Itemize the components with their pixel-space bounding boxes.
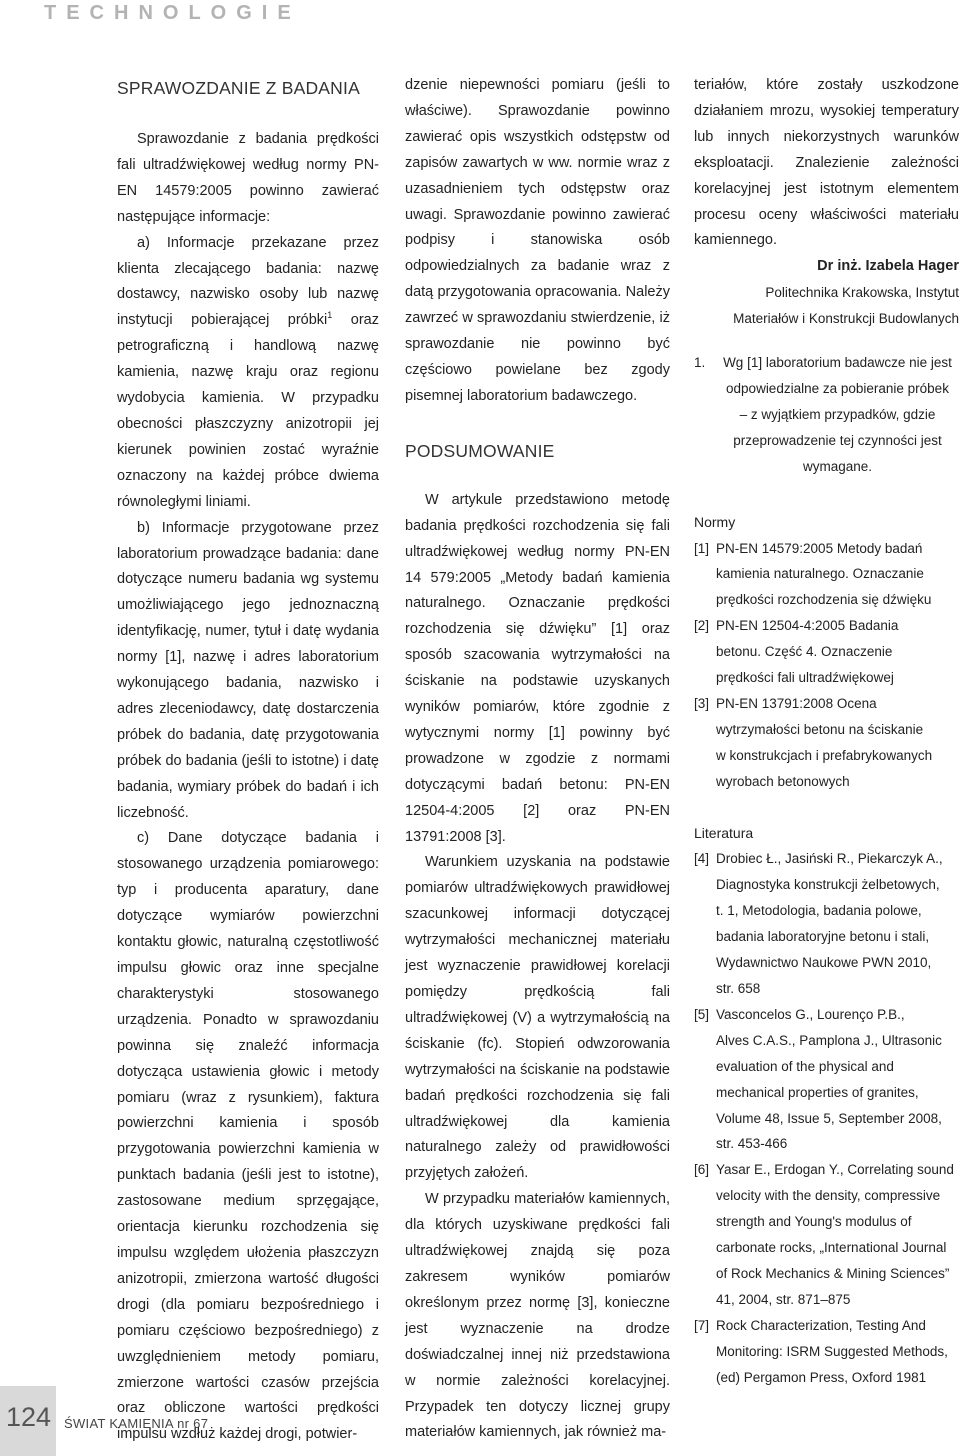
text-run: a) Informacje przekazane przez klienta zlecającego badania: nazwę dostawcy, nazwisko osoby lub nazwę instytucji pobierającej próbki (117, 234, 379, 329)
reference-text (716, 1002, 959, 1157)
reference-line: Rock Characterization, Testing And (716, 1317, 926, 1333)
reference-item (694, 613, 959, 691)
reference-text (716, 1313, 959, 1391)
reference-text (716, 691, 959, 795)
page-number: 124 (6, 1402, 52, 1432)
footnote (694, 350, 959, 480)
reference-line: Diagnostyka konstrukcji żelbetowych, (716, 877, 940, 893)
reference-item (694, 1313, 959, 1391)
paragraph: Sprawozdanie z badania prędkości fali ultradźwiękowej według normy PN-EN 14579:2005 powinno zawierać następujące informacje: (117, 131, 379, 225)
reference-text (716, 613, 959, 691)
reference-line: 41, 2004, str. 871–875 (716, 1291, 851, 1307)
reference-number: [5] (694, 1006, 710, 1022)
reference-line: betonu. Część 4. Oznaczenie (716, 644, 893, 660)
reference-line: Yasar E., Erdogan Y., Correlating sound (716, 1162, 954, 1178)
reference-line: Monitoring: ISRM Suggested Methods, (716, 1343, 948, 1359)
reference-number: [3] (694, 695, 710, 711)
footnote-line: odpowiedzialne za pobieranie próbek (726, 380, 949, 396)
reference-line: PN-EN 12504-4:2005 Badania (716, 618, 899, 634)
reference-line: Wydawnictwo Naukowe PWN 2010, (716, 955, 932, 971)
reference-text (716, 846, 959, 1001)
paragraph: b) Informacje przygotowane przez laboratorium prowadzące badania: dane dotyczące numeru badania wg systemu umożliwiającego jego jednoznaczną identyfikację, numer, tytuł i datę wydania normy [1], nazwę i adres laboratorium wykonującego badania, nazwisko i adres zleceniodawcy, datę dostarczenia próbek do badania, datę przygotowania próbek do badania (jeśli to istotne) i datę badania, wymiary próbek do badań i ich liczebność. (117, 519, 379, 821)
reference-number: [2] (694, 618, 710, 634)
reference-line: carbonate rocks, „International Journal (716, 1240, 947, 1256)
footnote-line: wymagane. (802, 458, 873, 474)
section-tag: TECHNOLOGIE (44, 2, 301, 24)
reference-number: [6] (694, 1162, 710, 1178)
reference-line: Vasconcelos G., Lourenço P.B., (716, 1006, 905, 1022)
heading-sprawozdanie: SPRAWOZDANIE Z BADANIA (117, 78, 360, 98)
reference-number: [7] (694, 1317, 710, 1333)
reference-line: str. 453-466 (716, 1136, 788, 1152)
reference-line: w konstrukcjach i prefabrykowanych (716, 747, 933, 763)
reference-line: prędkości fali ultradźwiękowej (716, 670, 894, 686)
paragraph: W przypadku materiałów kamiennych, dla których uzyskiwane prędkości fali ultradźwiękowej znajdą się poza zakresem wyników pomiarów określonym przez normę [3], konieczne jest wyznaczenie na drodze doświadczalnej innej niż przedstawiona w normie zależności korelacyjnej. Przypadek ten dotyczy licznej grupy materiałów kamiennych, jak również ma- (405, 1191, 670, 1441)
reference-line: strength and Young's modulus of (716, 1214, 912, 1230)
reference-line: of Rock Mechanics & Mining Sciences” (716, 1265, 950, 1281)
reference-item (694, 846, 959, 1001)
column-3 (694, 73, 959, 1391)
footnote-line: – z wyjątkiem przypadków, gdzie (739, 406, 936, 422)
heading-podsumowanie: PODSUMOWANIE (405, 440, 555, 461)
reference-line: kamienia naturalnego. Oznaczanie (716, 566, 924, 582)
reference-line: prędkości rozchodzenia się dźwięku (716, 592, 932, 608)
norms-heading: Normy (694, 513, 736, 530)
reference-text (716, 1157, 959, 1312)
page-footer (0, 1386, 960, 1456)
author-name (694, 254, 959, 280)
footnote-ref: 1 (327, 310, 333, 321)
footnote-line: przeprowadzenie tej czynności jest (733, 432, 942, 448)
reference-line: wyrobach betonowych (716, 773, 850, 789)
affiliation-line: Materiałów i Konstrukcji Budowlanych (733, 311, 959, 327)
reference-line: badania laboratoryjne betonu i stali, (716, 929, 930, 945)
paragraph: c) Dane dotyczące badania i stosowanego urządzenia pomiarowego: typ i producenta aparatury, dane dotyczące wymiarów powierzchni kontaktu głowic, naturalną częstotliwość impulsu głowic oraz inne specjalne charakterystyki stosowanego urządzenia. Ponadto w sprawozdaniu powinna się znaleźć informacja dotycząca ustawienia głowic i metody pomiaru (wraz z rysunkiem), faktura powierzchni kamienia i sposób przygotowania powierzchni kamienia w punktach badania (jeśli jest to istotne), zastosowane medium sprzęgające, orientacja kierunku rozchodzenia się impulsu względem ułożenia płaszczyzn anizotropii, zmierzona wartość długości drogi (dla pomiaru bezpośredniego i pomiaru częściowo bezpośredniego) z uwzględnieniem metody pomiaru, zmierzone wartości czasów przejścia oraz obliczone wartości prędkości impulsu wzdłuż każdej drogi, potwier- (117, 830, 379, 1443)
reference-line: PN-EN 13791:2008 Ocena (716, 695, 877, 711)
reference-line: velocity with the density, compressive (716, 1188, 941, 1204)
column-2 (405, 73, 670, 1446)
magazine-name: ŚWIAT KAMIENIA nr 67 (64, 1416, 209, 1431)
reference-line: Volume 48, Issue 5, September 2008, (716, 1110, 942, 1126)
reference-line: PN-EN 14579:2005 Metody badań (716, 540, 923, 556)
author-affiliation (694, 280, 959, 332)
reference-line: str. 658 (716, 981, 761, 996)
reference-line: t. 1, Metodologia, badania polowe, (716, 903, 922, 919)
paragraph: dzenie niepewności pomiaru (jeśli to właściwe). Sprawozdanie powinno zawierać opis wszystkich odstępstw od zapisów zawartych w ww. normie wraz z uzasadnieniem tych odstępstw oraz uwagi. Sprawozdanie powinno zawierać podpisy i stanowiska osób odpowiedzialnych za badanie wraz z datą przygotowania opracowania. Należy zawrzeć w sprawozdaniu stwierdzenie, iż sprawozdanie nie powinno być częściowo powielane bez zgody pisemnej laboratorium badawczego. (405, 77, 670, 404)
reference-number: [4] (694, 851, 710, 867)
reference-line: wytrzymałości betonu na ściskanie (716, 721, 924, 737)
affiliation-line: Politechnika Krakowska, Instytut (765, 285, 959, 301)
reference-line: Drobiec Ł., Jasiński R., Piekarczyk A., (716, 851, 943, 867)
paragraph: Warunkiem uzyskania na podstawie pomiarów ultradźwiękowych prawidłowej szacunkowej informacji dotyczącej wytrzymałości mechanicznej materiału jest wyznaczenie prawidłowej korelacji pomiędzy prędkością fali ultradźwiękowej (V) a wytrzymałością na ściskanie (fc). Stopień odwzorowania wytrzymałości na ściskanie na podstawie badań prędkości rozchodzenia się fali ultradźwiękowej dla kamienia naturalnego zależy od prawidłowości przyjętych założeń. (405, 854, 670, 1182)
paragraph (117, 231, 379, 516)
paragraph: W artykule przedstawiono metodę badania prędkości rozchodzenia się fali ultradźwiękowej według normy PN-EN 14 579:2005 „Metody badań kamienia naturalnego. Oznaczanie prędkości rozchodzenia się dźwięku” [1] oraz sposób szacowania wytrzymałości na ściskanie na podstawie uzyskanych wyników pomiarów, które zgodnie z wytycznymi normy [1] powinny być prowadzone w zgodzie z normami dotyczącymi badań betonu: PN-EN 12504-4:2005 [2] oraz PN-EN 13791:2008 [3]. (405, 491, 670, 845)
reference-line: evaluation of the physical and (716, 1058, 894, 1074)
reference-line: Alves C.A.S., Pamplona J., Ultrasonic (716, 1032, 942, 1048)
paragraph: teriałów, które zostały uszkodzone działaniem mrozu, wysokiej temperatury lub innych niekorzystnych warunków eksploatacji. Znalezienie zależności korelacyjnej jest istotnym elementem procesu oceny właściwości materiału kamiennego. (694, 77, 959, 249)
reference-item (694, 536, 959, 614)
footnote-text (716, 350, 959, 480)
footnote-line: Wg [1] laboratorium badawcze nie jest (723, 355, 952, 371)
reference-item (694, 691, 959, 795)
reference-line: (ed) Pergamon Press, Oxford 1981 (716, 1369, 927, 1385)
column-1 (117, 73, 379, 1448)
literature-heading: Literatura (694, 824, 754, 841)
footnote-number: 1. (694, 355, 706, 371)
page-number-box (0, 1386, 56, 1456)
reference-item (694, 1157, 959, 1312)
reference-line: mechanical properties of granites, (716, 1084, 919, 1100)
reference-text (716, 536, 959, 614)
author-name-text: Dr inż. Izabela Hager (817, 258, 959, 275)
reference-number: [1] (694, 540, 710, 556)
reference-item (694, 1002, 959, 1157)
text-run: oraz petrograficzną i handlową nazwę kamienia, nazwę kraju oraz regionu wydobycia kamienia. W przypadku obecności płaszczyzny anizotropii jej kierunek powinien zostać wyraźnie oznaczony na każdej próbce dwiema równoległymi liniami. (117, 312, 379, 510)
